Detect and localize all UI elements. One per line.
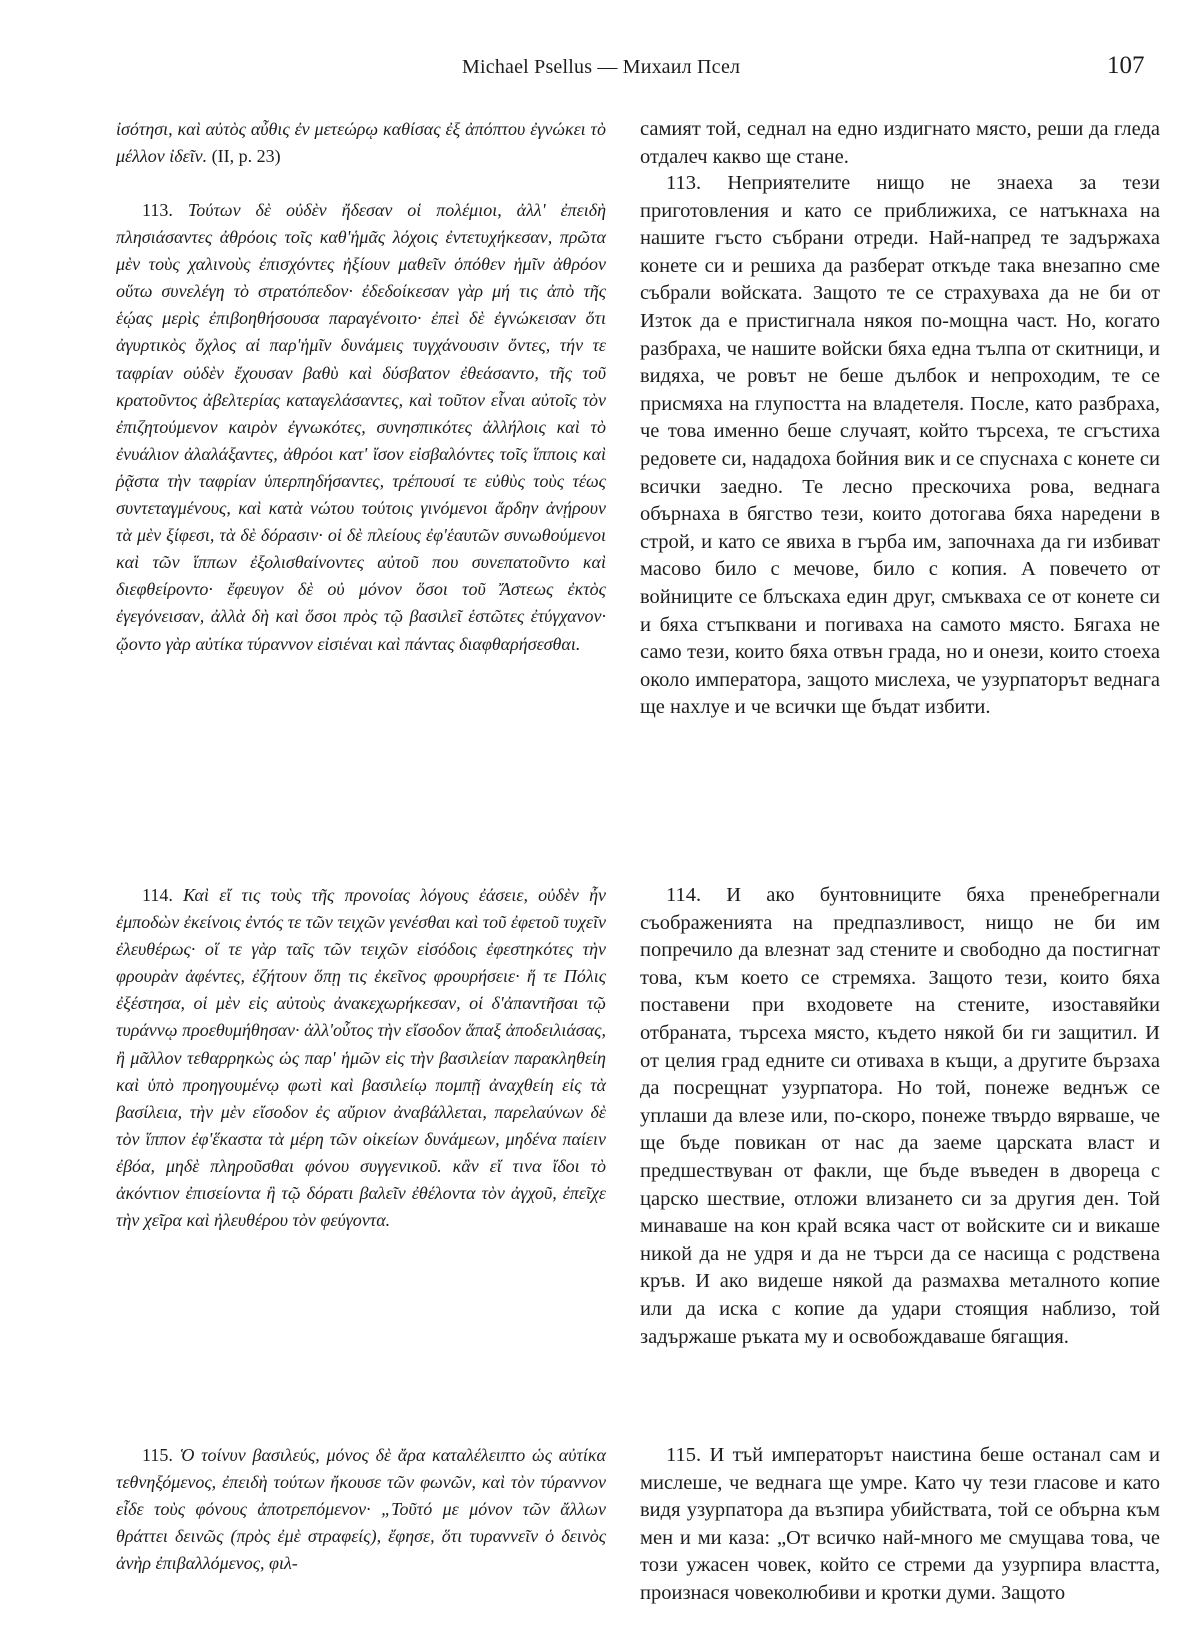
greek-paragraph-114 (116, 882, 606, 1234)
greek-intro-text: ἰσότησι, καὶ αὐτὸς αὖθις ἐν μετεώρῳ καθίσας ἐξ ἀπόπτου ἐγνώκει τὸ μέλλον ἰδεῖν. (116, 119, 606, 167)
paragraph-number: 114. (142, 885, 173, 905)
greek-114-text: Καὶ εἴ τις τοὺς τῆς προνοίας λόγους ἐάσειε, οὐδὲν ἦν ἐμποδὼν ἐκείνοις ἐντός τε τῶν τειχῶν γενέσθαι καὶ τοῦ ἐφετοῦ τυχεῖν ἐλευθέρως· οἵ τε γὰρ ταῖς τῶν τειχῶν εἰσόδοις ἐφεστηκότες τὴν φρουρὰν ἀφέντες, ἐζήτουν ὅπῃ τις ἐκεῖνος φρουρήσειε· ἥ τε Πόλις ἐξέστησα, οἱ μὲν εἰς αὐτοὺς ἀνακεχωρήκεσαν, οἱ δ'ἀπαντῆσαι τῷ τυράννῳ προεθυμήθησαν· ἀλλ'οὗτος τὴν εἴσοδον ἅπαξ ἀποδειλιάσας, ἢ μᾶλλον τεθαρρηκὼς ὡς παρ' ἡμῶν εἰς τὴν βασιλείαν παρακληθείη καὶ ὑπὸ προηγουμένῳ φωτὶ καὶ βασιλείῳ πομπῇ ἀναχθείη εἰς τὰ βασίλεια, τὴν μὲν εἴσοδον ἐς αὔριον ἀναβάλλεται, παρελαύνων δὲ τὸν ἵππον ἐφ'ἕκαστα τὰ μέρη τῶν οἰκείων δυνάμεων, μηδένα παίειν ἐβόα, μηδὲ πληροῦσθαι φόνου συγγενικοῦ. κἂν εἴ τινα ἴδοι τὸ ἀκόντιον ἐπισείοντα ἢ τῷ δόρατι βαλεῖν ἐθέλοντα τὸν ἀγχοῦ, ἐπεῖχε τὴν χεῖρα καὶ ἠλευθέρου τὸν φεύγοντα. (116, 885, 606, 1231)
bulgarian-paragraph-115: 115. И тъй императорът наистина беше останал сам и мислеше, че веднага ще умре. Като чу тези гласове и като видя узурпатора да възпира убийствата, той се обърна към мен и ми каза: „От всичко най-много ме смущава това, че този ужасен човек, който се стреми да узурпира властта, произнася човеколюбиви и кротки думи. Защото (640, 1444, 1160, 1604)
greek-113-text: Τούτων δὲ οὐδὲν ἤδεσαν οἱ πολέμιοι, ἀλλ' ἐπειδὴ πλησιάσαντες ἀθρόοις τοῖς καθ'ἡμᾶς λόχοις ἐντετυχήκεσαν, πρῶτα μὲν τοὺς χαλινοὺς ἐπισχόντες ἠξίουν μαθεῖν ὁπόθεν ἡμῖν ἀθρόον οὕτω συνελέγη τὸ στρατόπεδον· ἐδεδοίκεσαν γὰρ μή τις ἀπὸ τῆς ἑῴας μερὶς ἐπιβοηθήσουσα παραγένοιτο· ἐπεὶ δὲ ἐγνώκεισαν ὅτι ἀγυρτικὸς ὄχλος αἱ παρ'ἡμῖν δυνάμεις τυγχάνουσιν ὄντες, τήν τε ταφρίαν οὐδὲν ἔχουσαν βαθὺ καὶ δύσβατον ἐθεάσαντο, τῆς τοῦ κρατοῦντος ἀβελτερίας καταγελάσαντες, καὶ τοῦτον εἶναι αὐτοῖς τὸν ἐπιζητούμενον καιρὸν ἐγνωκότες, συνησπικότες ἀλλήλοις καὶ τὸ ἐνυάλιον ἀλαλάξαντες, ἀθρόοι κατ' ἴσον εἰσβαλόντες τοῖς ἵπποις καὶ ῥᾷστα τὴν ταφρίαν ὑπερπηδήσαντες, τρέπουσί τε εὐθὺς τοὺς τέως συντεταγμένους, καὶ κατὰ νώτου τούτοις γινόμενοι ἄρδην ἀνῄρουν τὰ μὲν ξίφεσι, τὰ δὲ δόρασιν· οἱ δὲ πλείους ἐφ'ἑαυτῶν συνωθούμενοι καὶ τῶν ἵππων ἐξολισθαίνοντες αὐτοῦ που συνεπατοῦντο καὶ διεφθείροντο· ἔφευγον δὲ οὐ μόνον ὅσοι τοῦ Ἄστεως ἐκτὸς ἐγεγόνεισαν, ἀλλὰ δὴ καὶ ὅσοι πρὸς τῷ βασιλεῖ ἑστῶτες ἐτύγχανον· ᾤοντο γὰρ αὐτίκα τύραννον εἰσιέναι καὶ πάντας διαφθαρήσεσθαι. (116, 200, 606, 654)
greek-paragraph-113 (116, 197, 606, 658)
greek-paragraph-115 (116, 1442, 606, 1577)
bulgarian-paragraph-114: 114. И ако бунтовниците бяха пренебрегнали съображенията на предпазливост, нищо не би им попречило да влезнат зад стените и свободно да постигнат това, към което се стремяха. Защото тези, които бяха поставени при входовете на стените, изоставяйки отбраната, търсеха място, където някой би ги защитил. И от целия град едните си отиваха в къщи, а другите бързаха да посрещнат узурпатора. Но той, понеже веднъж се уплаши да влезе или, по-скоро, понеже твърдо вярваше, че ще бъде повикан от нас да заеме царската власт и предшествуван от факли, ще бъде въведен в двореца с царско шествие, отложи влизането си за другия ден. Той минаваше на кон край всяка част от войските си и викаше никой да не удря и да не търси да се насища с родствена кръв. И ако видеше някой да размахва металното копие или да иска с копие да удари стоящия наблизо, той задържаше ръката му и освобождаваше бягащия. (640, 884, 1160, 1348)
running-head: Michael Psellus — Михаил Псел (462, 56, 741, 78)
paragraph-number: 113. (142, 200, 173, 220)
bulgarian-paragraph-intro: самият той, седнал на едно издигнато място, реши да гледа отдалеч какво ще стане. (640, 118, 1160, 168)
greek-115-text: Ὁ τοίνυν βασιλεύς, μόνος δὲ ἄρα καταλέλειπτο ὡς αὐτίκα τεθνηξόμενος, ἐπειδὴ τούτων ἤκουσε τῶν φωνῶν, καὶ τὸν τύραννον εἶδε τοὺς φόνους ἀποτρεπόμενον· „Τοῦτό με μόνον τῶν ἄλλων θράττει δεινῶς (πρὸς ἐμὲ στραφείς), ἔφησε, ὅτι τυραννεῖν ὁ δεινὸς ἀνὴρ ἐπιβαλλόμενος, φιλ- (116, 1445, 607, 1574)
greek-paragraph-intro (116, 116, 606, 170)
bulgarian-paragraph-113: 113. Неприятелите нищо не знаеха за тези приготовления и като се приближиха, се натъкнаха на нашите гъсто събрани отреди. Най-напред те задържаха конете си и решиха да разберат откъде така внезапно сме събрали войската. Защото те се страхуваха да не би от Изток да е пристигнала някоя по-мощна част. Но, когато разбраха, че нашите войски бяха една тълпа от скитници, и видяха, че ровът не беше дълбок и непроходим, те се присмяха на глупостта на владетеля. После, като разбраха, че това именно беше случаят, който търсеха, те сгъстиха редовете си, нададоха бойния вик и се спуснаха с конете си всички заедно. Те лесно прескочиха рова, веднага обърнаха в бягство тези, които дотогава бяха наредени в строй, и като се явиха в гърба им, започнаха да ги избиват масово било с мечове, било с копия. А повечето от войниците се блъскаха един друг, смъкваха се от конете си и бяха стъпквани и погиваха на самото място. Бягаха не само тези, които бяха отвън града, но и онези, които стоеха около императора, защото мислеха, че узурпаторът веднага ще нахлуе и че всички ще бъдат избити. (640, 172, 1160, 719)
paragraph-number: 115. (142, 1445, 173, 1465)
page-header (0, 50, 1200, 90)
page-number: 107 (1107, 52, 1145, 79)
source-reference: (II, p. 23) (211, 146, 281, 167)
